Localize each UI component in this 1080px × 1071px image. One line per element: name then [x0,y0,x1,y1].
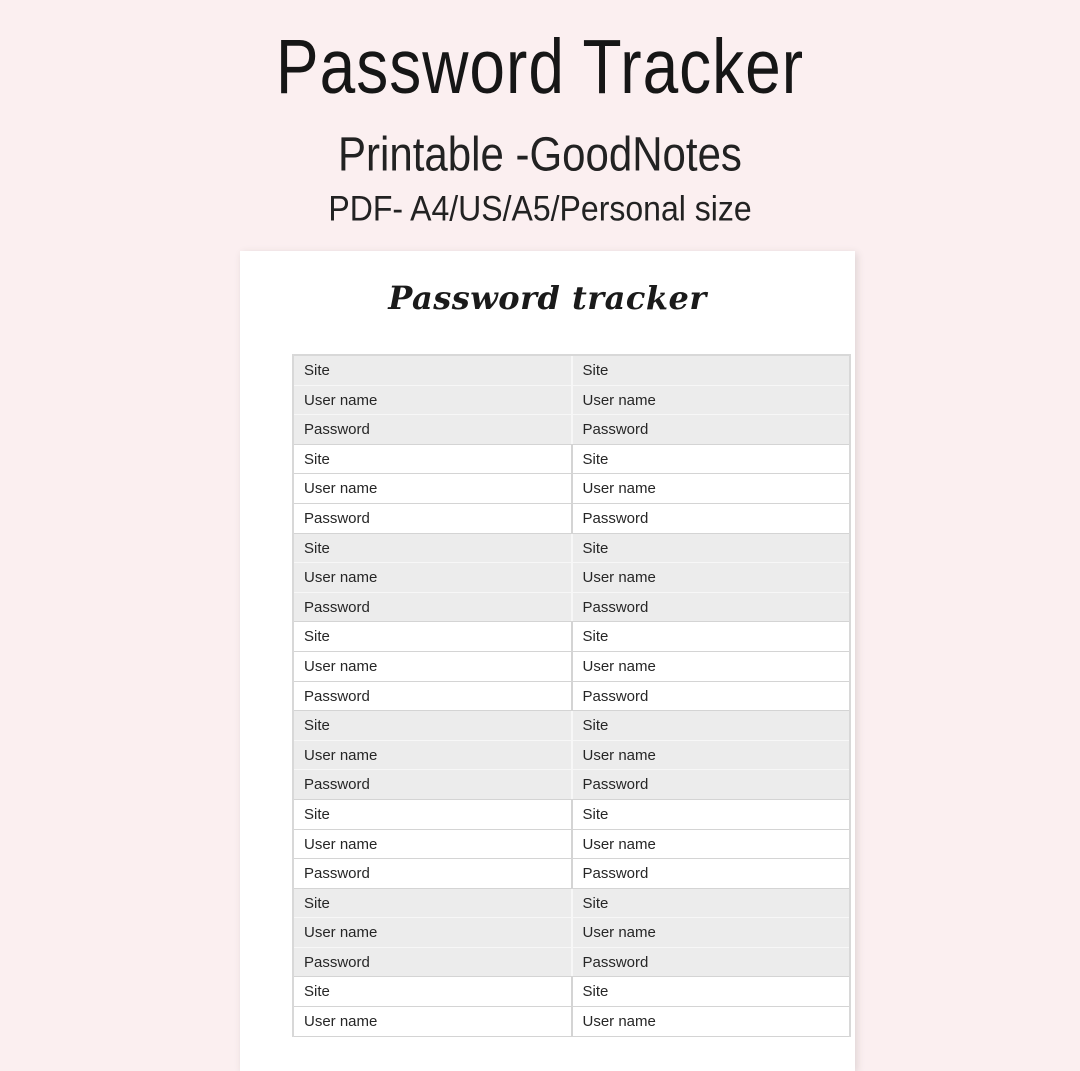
table-row [294,652,849,682]
table-row [294,356,849,386]
field-label: User name [582,924,656,942]
field-label: Site [582,450,609,468]
page-subtitle: Printable -GoodNotes [338,126,742,181]
table-row [294,830,849,860]
table-row [294,889,849,919]
field-label: Site [294,711,573,740]
table-row [294,1007,849,1037]
field-label: Site [294,889,573,918]
field-label: User name [582,657,656,675]
field-label: Site [582,717,609,735]
table-row [294,563,849,593]
field-label: User name [294,918,573,947]
field-label: User name [294,1007,573,1036]
field-label: Password [294,682,573,711]
field-label: Password [294,770,573,799]
field-label: Site [294,800,573,829]
table-row [294,741,849,771]
field-label: Password [294,415,573,444]
field-label: Password [294,593,573,622]
field-label: Site [582,894,609,912]
table-row [294,534,849,564]
field-label: Site [294,534,573,563]
field-label: Password [582,865,649,883]
field-label: Site [582,362,609,379]
table-row [294,593,849,623]
field-label: User name [582,835,656,853]
field-label: User name [294,563,573,592]
field-label: User name [294,830,573,859]
table-row [294,948,849,978]
field-label: Site [582,983,609,1001]
table-row [294,918,849,948]
field-label: User name [582,480,656,498]
field-label: Password [582,509,649,527]
field-label: Site [294,445,573,474]
field-label: Site [294,356,573,385]
field-label: Password [582,776,649,794]
field-label: Password [294,948,573,977]
field-label: Site [582,805,609,823]
table-row [294,800,849,830]
table-row [294,386,849,416]
field-label: User name [582,569,656,587]
field-label: Password [294,859,573,888]
table-row [294,415,849,445]
table-row [294,474,849,504]
field-label: Password [582,421,649,439]
field-label: Password [582,687,649,705]
table-row [294,682,849,712]
table-row [294,711,849,741]
field-label: User name [294,652,573,681]
field-label: User name [294,386,573,415]
planner-sheet [240,251,855,1071]
table-row [294,622,849,652]
field-label: Site [582,628,609,646]
table-row [294,504,849,534]
field-label: Password [582,598,649,616]
page-title: Password Tracker [275,23,805,110]
field-label: Site [582,539,609,557]
sheet-title: Password tracker [388,279,707,317]
field-label: User name [582,391,656,409]
table-row [294,859,849,889]
field-label: Site [294,622,573,651]
field-label: User name [582,1013,656,1031]
table-row [294,977,849,1007]
field-label: Password [582,953,649,971]
field-label: User name [294,474,573,503]
field-label: User name [582,746,656,764]
table-row [294,770,849,800]
table-row [294,445,849,475]
field-label: Site [294,977,573,1006]
password-table [292,354,851,1037]
field-label: Password [294,504,573,533]
field-label: User name [294,741,573,770]
format-info: PDF- A4/US/A5/Personal size [328,188,752,229]
